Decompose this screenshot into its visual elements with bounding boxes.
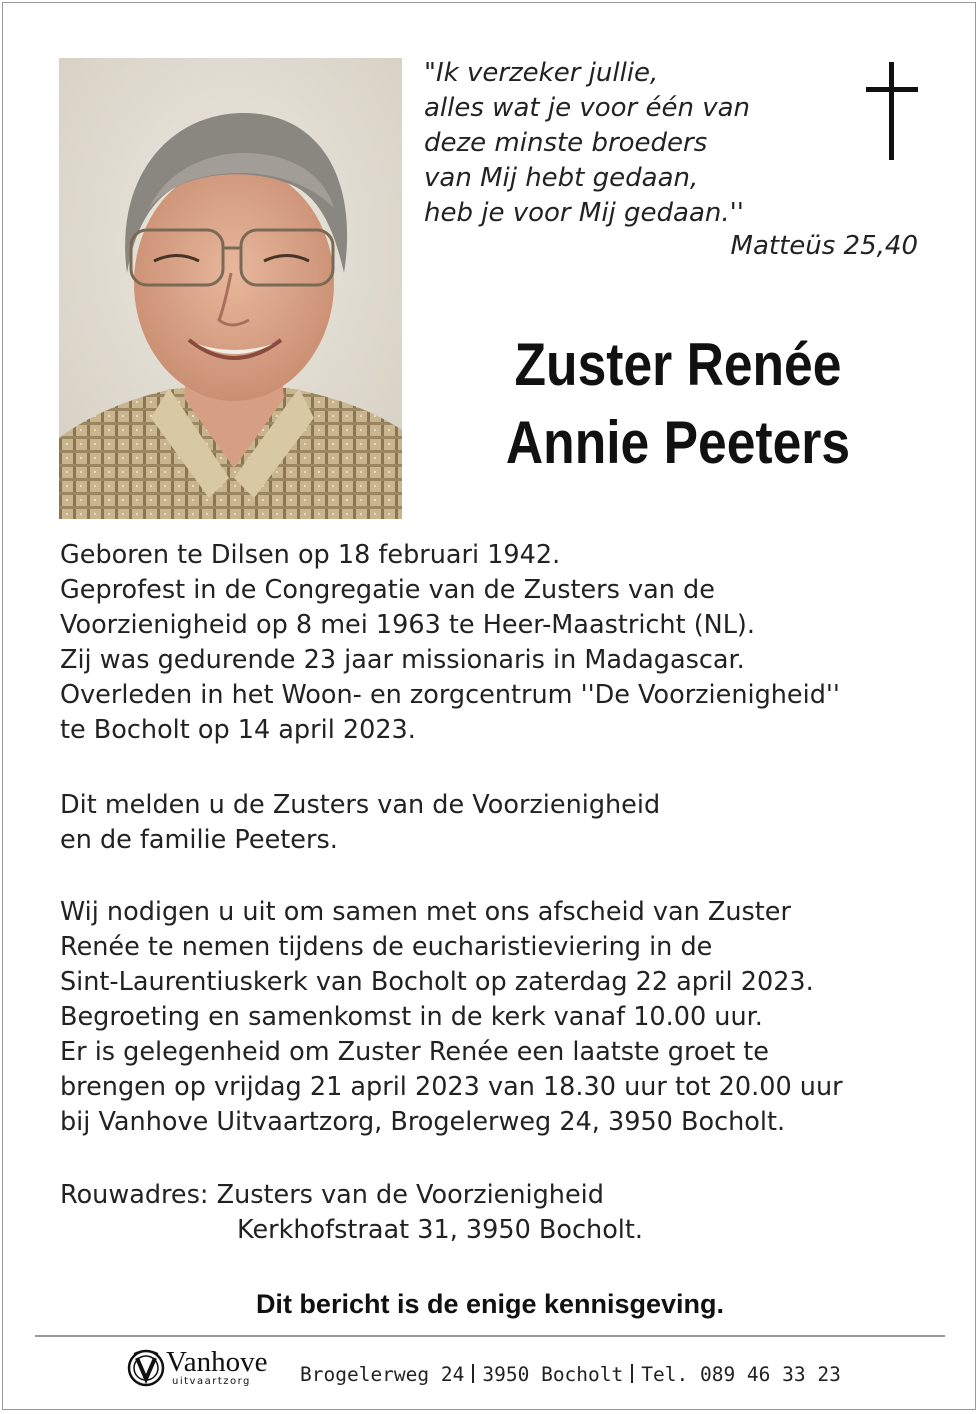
portrait-photo: [59, 58, 402, 519]
footer-separator: [631, 1364, 633, 1383]
invitation-line: Wij nodigen u uit om samen met ons afscheid van Zuster: [60, 897, 791, 927]
biography-line: te Bocholt op 14 april 2023.: [60, 715, 416, 745]
biography-line: Zij was gedurende 23 jaar missionaris in Madagascar.: [60, 645, 745, 675]
invitation-line: Sint-Laurentiuskerk van Bocholt op zaterdag 22 april 2023.: [60, 967, 814, 997]
mourning-address-line-1: Rouwadres: Zusters van de Voorzienigheid: [60, 1180, 604, 1210]
name-line-1: Zuster Renée: [514, 331, 842, 398]
invitation-line: Begroeting en samenkomst in de kerk vanaf 10.00 uur.: [60, 1002, 763, 1032]
name-line-2: Annie Peeters: [505, 409, 851, 476]
announcers-line: Dit melden u de Zusters van de Voorzienigheid: [60, 790, 661, 820]
quote-line: alles wat je voor één van: [424, 93, 751, 123]
footer-phone: Tel. 089 46 33 23: [641, 1363, 841, 1386]
invitation-line: Renée te nemen tijdens de eucharistieviering in de: [60, 932, 713, 962]
deceased-name: [441, 326, 916, 482]
invitation-line: bij Vanhove Uitvaartzorg, Brogelerweg 24, 3950 Bocholt.: [60, 1107, 786, 1137]
announcers-paragraph: [60, 788, 660, 858]
footer-city: 3950 Bocholt: [482, 1363, 624, 1386]
invitation-line: brengen op vrijdag 21 april 2023 van 18.30 uur tot 20.00 uur: [60, 1072, 843, 1102]
footer-street: Brogelerweg 24: [300, 1363, 465, 1386]
footer-divider: [35, 1335, 945, 1337]
biography-line: Voorzienigheid op 8 mei 1963 te Heer-Maastricht (NL).: [60, 610, 755, 640]
biography-paragraph: [60, 538, 840, 748]
invitation-line: Er is gelegenheid om Zuster Renée een laatste groet te: [60, 1037, 769, 1067]
footer-contact: [300, 1362, 841, 1388]
sole-notice-statement: Dit bericht is de enige kennisgeving.: [255, 1289, 725, 1319]
brand-name: Vanhove: [166, 1346, 268, 1378]
biography-line: Geboren te Dilsen op 18 februari 1942.: [60, 540, 561, 570]
quote-line: "Ik verzeker jullie,: [424, 58, 659, 88]
bible-quote: [424, 56, 750, 231]
mourning-address-line-2: Kerkhofstraat 31, 3950 Bocholt.: [237, 1215, 643, 1245]
footer-separator: [472, 1364, 474, 1383]
brand-subtitle: uitvaartzorg: [172, 1376, 251, 1387]
vanhove-logo: [126, 1344, 296, 1394]
vanhove-emblem-icon: [126, 1346, 166, 1390]
quote-reference: Matteüs 25,40: [730, 231, 918, 261]
quote-line: deze minste broeders: [424, 128, 708, 158]
quote-line: heb je voor Mij gedaan.'': [424, 198, 744, 228]
biography-line: Geprofest in de Congregatie van de Zusters van de: [60, 575, 715, 605]
cross-icon: [862, 62, 922, 160]
mourning-address: [60, 1178, 643, 1248]
quote-line: van Mij hebt gedaan,: [424, 163, 699, 193]
announcers-line: en de familie Peeters.: [60, 825, 338, 855]
invitation-paragraph: [60, 895, 843, 1140]
biography-line: Overleden in het Woon- en zorgcentrum ''De Voorzienigheid'': [60, 680, 840, 710]
